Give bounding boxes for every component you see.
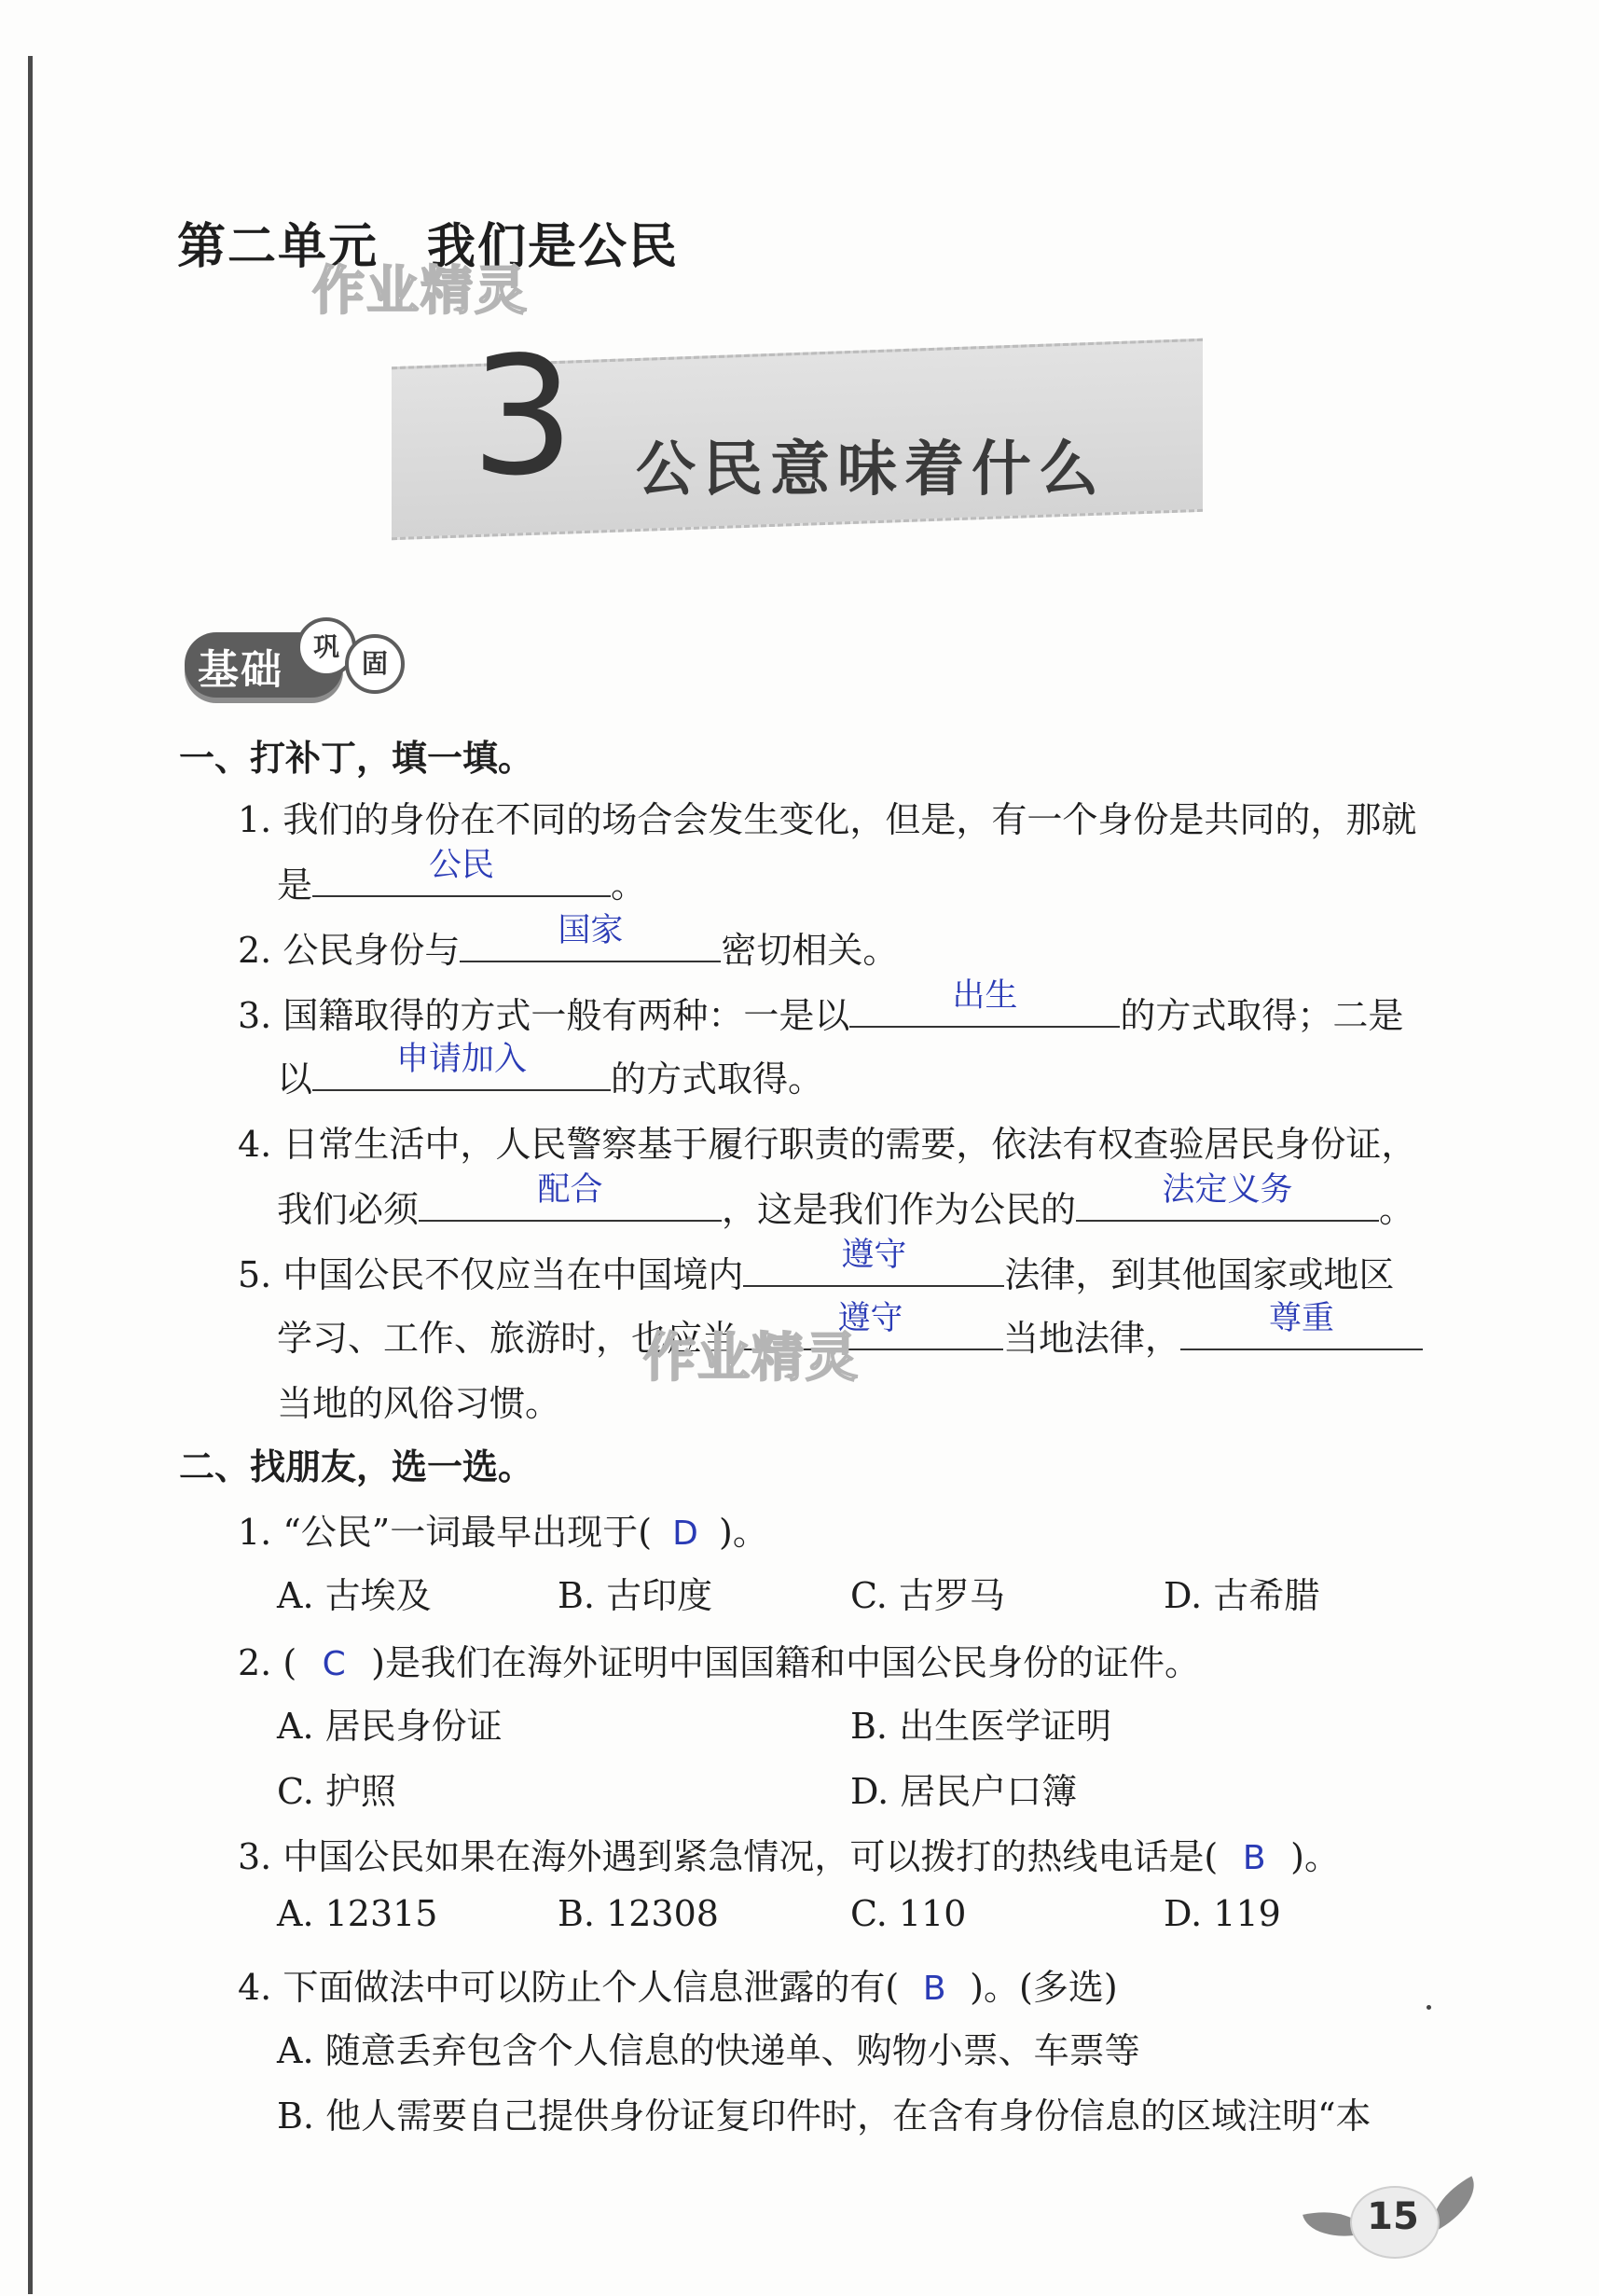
s1-q5-line3: 当地的风俗习惯。	[277, 1383, 561, 1424]
s1-q4-blank1	[419, 1171, 722, 1222]
s1-q1-answer: 公民	[429, 847, 495, 884]
s1-q3-line2	[277, 1041, 824, 1101]
s2-q2	[238, 1634, 1200, 1685]
s1-q4-line2	[277, 1171, 1415, 1232]
lesson-title: 公民意味着什么	[636, 436, 1106, 505]
s2-q3-option-b: B. 12308	[558, 1893, 719, 1934]
s2-q4-post: )。(多选)	[970, 1967, 1118, 2008]
s1-q3-answer2: 申请加入	[396, 1041, 528, 1078]
s1-q3-mid: 的方式取得；二是	[1120, 995, 1404, 1036]
s2-q2-option-b: B. 出生医学证明	[850, 1706, 1112, 1747]
s1-q4-pre: 我们必须	[277, 1189, 420, 1230]
page-number-ornament	[1305, 2173, 1482, 2257]
s1-q5-mid1: 法律，到其他国家或地区	[1004, 1254, 1395, 1295]
s2-q4-pre: 4. 下面做法中可以防止个人信息泄露的有(	[238, 1967, 900, 2008]
s1-q4-mid: ，这是我们作为公民的	[722, 1189, 1077, 1230]
s1-q1-line2	[277, 847, 647, 907]
s1-q1-pre: 是	[277, 864, 313, 906]
s1-q5-mid2: 当地法律，	[1003, 1318, 1181, 1359]
s1-q3-line1	[238, 977, 1404, 1038]
s1-q5-answer1: 遵守	[841, 1237, 907, 1274]
s2-q2-option-a: A. 居民身份证	[277, 1706, 503, 1747]
s1-q2-pre: 2. 公民身份与	[238, 930, 461, 971]
s1-q2-answer: 国家	[558, 912, 624, 949]
lesson-number: 3	[471, 323, 575, 512]
s1-q5-answer3: 尊重	[1269, 1300, 1335, 1337]
s1-q4-answer2: 法定义务	[1162, 1171, 1293, 1209]
s1-q3-post2: 的方式取得。	[611, 1058, 824, 1100]
s1-q4-post: 。	[1379, 1189, 1415, 1230]
s2-q3-pre: 3. 中国公民如果在海外遇到紧急情况，可以拨打的热线电话是(	[238, 1836, 1219, 1877]
s1-q1-blank	[312, 847, 611, 897]
s1-q4-line1: 4. 日常生活中，人民警察基于履行职责的需要，依法有权查验居民身份证，	[238, 1124, 1417, 1165]
watermark-top: 作业精灵	[312, 261, 529, 322]
s2-q1	[238, 1503, 768, 1555]
s1-q4-blank2	[1076, 1171, 1379, 1222]
s2-q3-post: )。	[1290, 1836, 1340, 1877]
s2-q1-option-c: C. 古罗马	[850, 1575, 1005, 1616]
s1-q5-blank3	[1180, 1300, 1423, 1350]
s1-q4-answer1: 配合	[537, 1171, 603, 1209]
s1-q5-line1	[238, 1237, 1395, 1297]
s1-q3-pre2: 以	[277, 1058, 313, 1100]
s1-q3-pre: 3. 国籍取得的方式一般有两种：一是以	[238, 995, 850, 1036]
badge-bubble-2: 固	[345, 634, 405, 694]
s2-q3-option-c: C. 110	[850, 1893, 967, 1934]
s2-q4-option-b: B. 他人需要自己提供身份证复印件时，在含有身份信息的区域注明“本	[277, 2095, 1372, 2137]
s1-q3-answer1: 出生	[952, 977, 1018, 1015]
s2-q2-pre: 2. (	[238, 1642, 297, 1683]
section2-title: 二、找朋友，选一选。	[179, 1445, 534, 1487]
s1-q2-post: 密切相关。	[721, 930, 899, 971]
s2-q3-option-d: D. 119	[1164, 1893, 1281, 1934]
s1-q5-answer2: 遵守	[837, 1300, 903, 1337]
binding-line	[28, 56, 33, 2294]
s1-q5-blank1	[743, 1237, 1004, 1287]
s1-q5-pre: 5. 中国公民不仅应当在中国境内	[238, 1254, 744, 1295]
s2-q4-option-a: A. 随意丢弃包含个人信息的快递单、购物小票、车票等	[277, 2030, 1140, 2071]
s2-q1-option-d: D. 古希腊	[1164, 1575, 1320, 1616]
s1-q3-blank2	[312, 1041, 611, 1091]
s2-q1-answer: D	[672, 1515, 698, 1553]
stray-mark	[1427, 2005, 1431, 2010]
s2-q4	[238, 1958, 1118, 2010]
unit-label: 第二单元	[177, 218, 379, 275]
s1-q3-blank1	[849, 977, 1120, 1028]
unit-title: 我们是公民	[427, 218, 680, 275]
s2-q2-option-d: D. 居民户口簿	[850, 1771, 1078, 1812]
s1-q1-line1: 1. 我们的身份在不同的场合会发生变化，但是，有一个身份是共同的，那就	[238, 799, 1417, 840]
s1-q5-pre2: 学习、工作、旅游时，也应当	[277, 1318, 738, 1359]
s2-q3-answer: B	[1242, 1839, 1266, 1877]
s2-q3	[238, 1828, 1340, 1879]
s1-q2	[238, 912, 899, 973]
section1-title: 一、打补丁，填一填。	[179, 737, 534, 779]
badge-bubble-1: 巩	[296, 617, 356, 677]
s2-q2-post: )是我们在海外证明中国国籍和中国公民身份的证件。	[371, 1642, 1200, 1683]
s2-q1-pre: 1. “公民”一词最早出现于(	[238, 1512, 653, 1553]
watermark-middle: 作业精灵	[643, 1328, 860, 1389]
s2-q3-option-a: A. 12315	[277, 1893, 438, 1934]
s2-q2-option-c: C. 护照	[277, 1771, 396, 1812]
page-number: 15	[1367, 2195, 1419, 2238]
badge-main-text: 基础	[198, 646, 283, 694]
s2-q1-post: )。	[719, 1512, 768, 1553]
s2-q4-answer: B	[922, 1970, 946, 2008]
s2-q1-option-b: B. 古印度	[558, 1575, 713, 1616]
s1-q1-post: 。	[611, 864, 647, 906]
s2-q1-option-a: A. 古埃及	[277, 1575, 432, 1616]
s2-q2-answer: C	[322, 1645, 346, 1683]
s1-q2-blank	[460, 912, 721, 962]
